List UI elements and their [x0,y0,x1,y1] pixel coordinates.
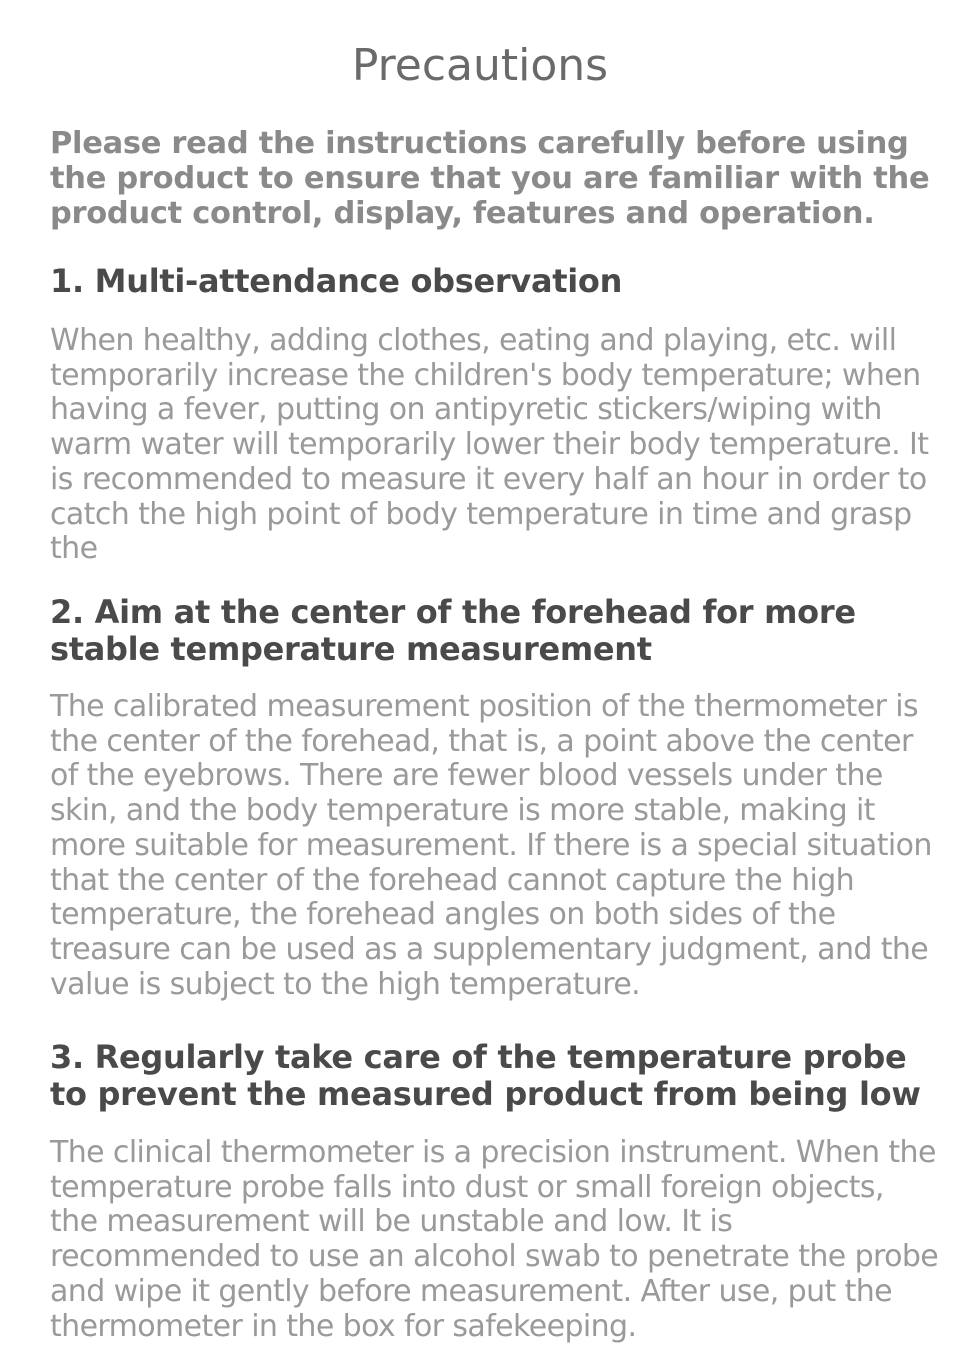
section-1-body: When healthy, adding clothes, eating and playing, etc. will temporarily increase the children's body temperature; when having a fever, putting on antipyretic stickers/wiping with warm water will temporarily lower their body temperature. It is recommended to measure it every half an hour in order to catch the high point of body temperature in time and grasp the [50,323,929,567]
intro-paragraph: Please read the instructions carefully before using the product to ensure that you are familiar with the product control, display, features and operation. [50,126,930,231]
section-2-body: The calibrated measurement position of the thermometer is the center of the forehead, that is, a point above the center of the eyebrows. There are fewer blood vessels under the skin, and the body temperature is more stable, making it more suitable for measurement. If there is a special situation that the center of the forehead cannot capture the high temperature, the forehead angles on both sides of the treasure can be used as a supplementary judgment, and the value is subject to the high temperature. [50,689,932,1002]
section-3-body: The clinical thermometer is a precision instrument. When the temperature probe falls into dust or small foreign objects, the measurement will be unstable and low. It is recommended to use an alcohol swab to penetrate the probe and wipe it gently before measurement. After use, put the thermometer in the box for safekeeping. [50,1135,939,1344]
section-3-heading: 3. Regularly take care of the temperature probe to prevent the measured product from being low [50,1038,921,1113]
page-title: Precautions [351,40,609,91]
section-2-heading: 2. Aim at the center of the forehead for more stable temperature measurement [50,593,856,668]
section-1-heading: 1. Multi-attendance observation [50,262,623,300]
